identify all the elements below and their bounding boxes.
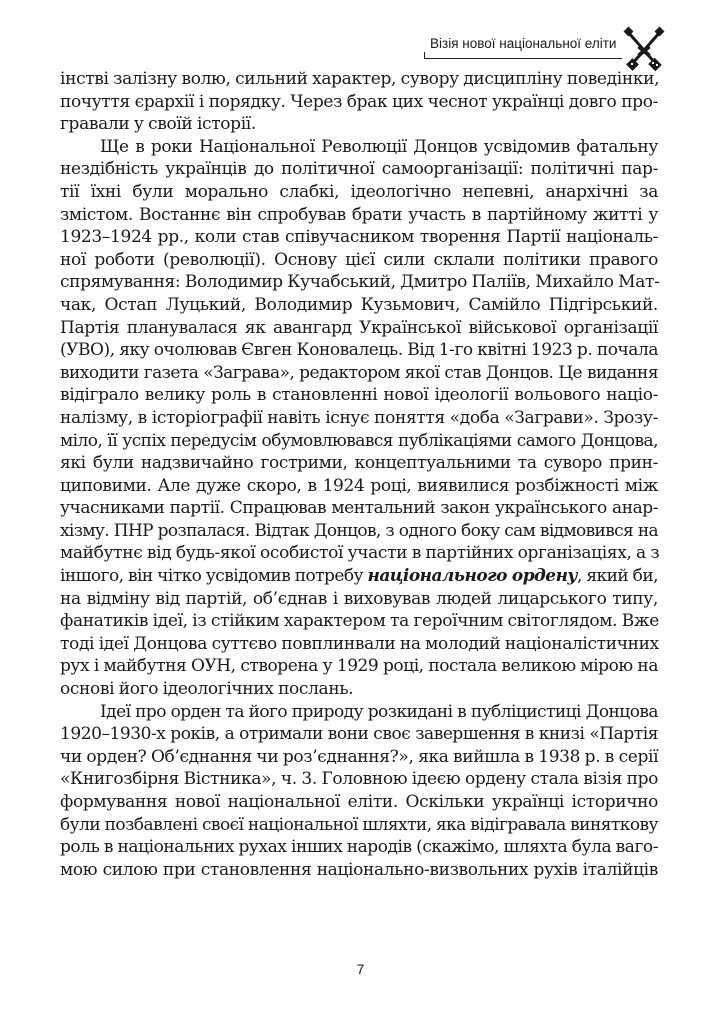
- text-line: почуття єрархії і порядку. Через брак цих чеснот українці довго про-: [60, 91, 658, 112]
- text-line: інстві залізну волю, сильний характер, сувору дисципліну поведінки,: [60, 69, 660, 89]
- text-line: фанатиків ідеї, із стійким характером та героїчним світоглядом. Вже: [60, 611, 659, 632]
- text-line: (УВО), яку очолював Євген Коновалець. Від 1-го квітні 1923 р. почала: [60, 340, 658, 361]
- text-line: циповими. Але дуже скоро, в 1924 році, виявилися розбіжності між: [60, 475, 658, 496]
- text-line: 1923–1924 рр., коли став співучасником творення Партії національ-: [60, 227, 658, 248]
- text-line: ної роботи (революції). Основу цієї сили склали політики правого: [60, 249, 658, 270]
- text-line: міло, її успіх передусім обумовлювався публікаціями самого Донцова,: [60, 430, 658, 451]
- emphasized-term: національного ордену: [367, 566, 578, 587]
- text-line: майбутнє від будь-якої особистої участи в партійних організаціях, а з: [60, 543, 660, 564]
- text-line: які були надзвичайно гострими, концептуальними та суворо прин-: [60, 453, 658, 474]
- text-line: мою силою при становлення національно-визвольних рухів італійців: [60, 859, 658, 880]
- text-line: налізму, в історіографії навіть існує поняття «доба «Заграви». Зрозу-: [60, 407, 658, 428]
- page-number: 7: [356, 961, 365, 977]
- text-line: [60, 565, 658, 588]
- text-line: виходити газета «Заграва», редактором якої став Донцов. Це видання: [60, 362, 658, 383]
- text-line: рух і майбутня ОУН, створена у 1929 році, постала великою мірою на: [60, 656, 658, 677]
- text-line: гравали у своїй історії.: [60, 114, 256, 135]
- text-line: спрямування: Володимир Кучабський, Дмитро Паліїв, Михайло Мат-: [60, 272, 660, 293]
- text-line: Ідеї про орден та його природу розкидані в публіцистиці Донцова: [100, 701, 658, 722]
- text-segment: іншого, він чітко усвідомив потребу: [60, 566, 368, 587]
- text-line: формування нової національної еліти. Оскільки українці історично: [60, 792, 658, 812]
- text-line: відіграло велику роль в становленні нової ідеології вольового націо-: [60, 385, 658, 406]
- text-line: чак, Остап Луцький, Володимир Кузьмович, Самійло Підгірський.: [60, 294, 658, 315]
- body-text: [60, 68, 658, 881]
- header-rule: [424, 58, 622, 59]
- text-line: були позбавлені своєї національної шляхти, яка відігравала виняткову: [60, 814, 658, 835]
- text-line: основі його ідеологічних послань.: [60, 679, 354, 700]
- text-line: Ще в роки Національної Революції Донцов усвідомив фатальну: [100, 136, 658, 157]
- text-line: на відміну від партій, об’єднав і виховував людей лицарського типу,: [60, 588, 658, 609]
- text-line: змістом. Востаннє він спробував брати участь в партійному житті у: [60, 204, 658, 225]
- text-line: чи орден? Об’єднання чи роз’єднання?», яка вийшла в 1938 р. в серії: [60, 746, 659, 767]
- text-line: тоді ідеї Донцова суттєво повплинвали на молодий націоналістичних: [60, 633, 659, 654]
- text-line: Партія планувалася як авангард Української військової організації: [60, 317, 658, 338]
- text-segment: , який би,: [577, 566, 658, 587]
- text-line: нездібність українців до політичної самоорганізації: політичні пар-: [60, 159, 658, 180]
- text-line: хізму. ПНР розпалася. Відтак Донцов, з одного боку сам відмовився на: [60, 520, 658, 541]
- running-header-title: Візія нової національної еліти: [430, 36, 617, 51]
- crossed-swords-emblem-icon: [622, 26, 666, 72]
- header-rule-tick: [424, 52, 425, 59]
- text-line: «Книгозбірня Вістника», ч. 3. Головною ідеєю ордену стала візія про: [60, 769, 658, 790]
- text-line: тії їхні були морально слабкі, ідеологічно непевні, анархічні за: [60, 181, 658, 202]
- text-line: учасниками партії. Спрацював ментальний закон українського анар-: [60, 498, 658, 519]
- text-line: роль в національних рухах інших народів (скажімо, шляхта була ваго-: [60, 837, 658, 858]
- text-line: 1920–1930-х років, а отримали вони своє завершення в книзі «Партія: [60, 724, 658, 745]
